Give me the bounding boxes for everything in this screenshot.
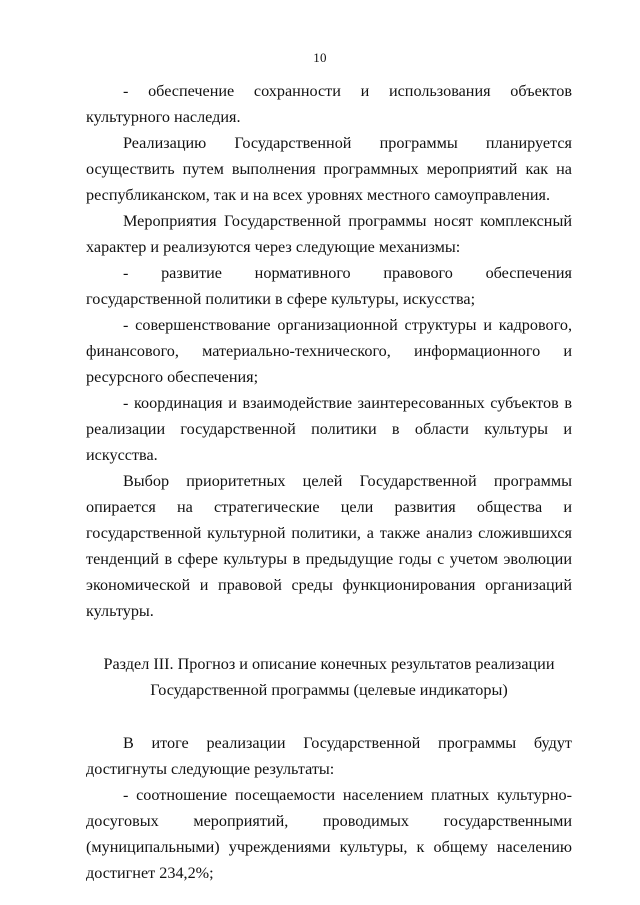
- section-heading-line-1: Раздел III. Прогноз и описание конечных результатов реализации: [103, 655, 555, 673]
- paragraph-results-intro: В итоге реализации Государственной программы будут достигнуты следующие результаты:: [86, 734, 572, 778]
- section-heading: [86, 651, 572, 703]
- page-number: 10: [313, 50, 327, 65]
- paragraph-coordination: - координация и взаимодействие заинтересованных субъектов в реализации государственной политики в области культуры и искусства.: [86, 394, 572, 464]
- paragraph-mechanisms-intro: Мероприятия Государственной программы носят комплексный характер и реализуются через следующие механизмы:: [86, 212, 572, 256]
- paragraph-regulatory: - развитие нормативного правового обеспечения государственной политики в сфере культуры, искусства;: [86, 264, 572, 308]
- spacer: [86, 703, 572, 730]
- paragraph-attendance-ratio: - соотношение посещаемости населением платных культурно-досуговых мероприятий, проводимых государственными (муниципальными) учреждениями культуры, к общему населению достигнет 234,2%;: [86, 786, 572, 882]
- paragraph-implementation: Реализацию Государственной программы планируется осуществить путем выполнения программных мероприятий как на республиканском, так и на всех уровнях местного самоуправления.: [86, 134, 572, 204]
- paragraph-heritage: - обеспечение сохранности и использования объектов культурного наследия.: [86, 82, 572, 126]
- document-body: [86, 78, 572, 886]
- paragraph-structure: - совершенствование организационной структуры и кадрового, финансового, материально-технического, информационного и ресурсного обеспечения;: [86, 316, 572, 386]
- section-heading-line-2: Государственной программы (целевые индикаторы): [150, 681, 508, 699]
- paragraph-priorities: Выбор приоритетных целей Государственной программы опирается на стратегические цели развития общества и государственной культурной политики, а также анализ сложившихся тенденций в сфере культуры в предыдущие годы с учетом эволюции экономической и правовой среды функционирования организаций культуры.: [86, 472, 572, 620]
- spacer: [86, 624, 572, 651]
